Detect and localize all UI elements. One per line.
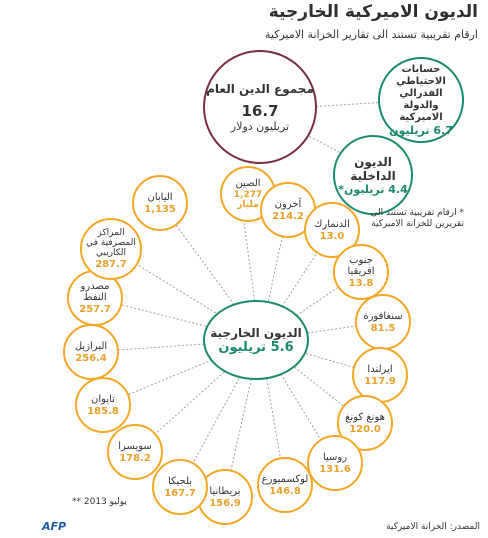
holder-others: آخرون 214.2 [260, 182, 316, 238]
public-debt-unit: تريليون دولار [230, 119, 290, 133]
holder-britain: بريطانيا 156.9 [197, 469, 253, 525]
public-debt-label: مجموع الدين العام [206, 81, 314, 96]
holder-caribbean-banking: المراكز المصرفية في الكاريبي 287.7 [80, 218, 142, 280]
federal-reserve-label: حسابات الاحتياطي الفدرالي والدولة الاميركية [396, 63, 446, 123]
page-subtitle: ارقام تقريبية تستند الى تقارير الخزانة الاميركية [264, 28, 478, 41]
source-note: المصدر: الخزانة الاميركية [386, 522, 480, 532]
domestic-debt-circle [333, 135, 413, 215]
holder-brazil: البرازيل 256.4 [63, 324, 119, 380]
agency-logo: AFP [42, 520, 67, 533]
holder-russia: روسيا 131.6 [307, 435, 363, 491]
public-debt-value: 16.7 [241, 101, 279, 120]
federal-reserve-value: 6.7 تريليون [389, 123, 453, 137]
footnote: * ارقام تقريبية تستند الى تقريرين للخزانة الاميركية [370, 208, 464, 229]
holder-taiwan: تايوان 185.8 [75, 377, 131, 433]
holder-china: الصين 1,277 مليار [220, 166, 276, 222]
holder-hong-kong: هونغ كونغ 120.0 [337, 395, 393, 451]
holder-switzerland: سويسرا 178.2 [107, 424, 163, 480]
page-title: الديون الاميركية الخارجية [268, 2, 478, 22]
holder-south-africa: جنوب افريقيا 13.8 [333, 244, 389, 300]
holder-singapore: سنغافورة 81.5 [355, 294, 411, 350]
holder-denmark: الدنمارك 13.0 [304, 202, 360, 258]
holder-luxembourg: لوكسمبورغ 146.8 [257, 457, 313, 513]
domestic-debt-label: الديون الداخلية [350, 154, 396, 183]
holder-belgium: بلجيكا 167.7 [152, 459, 208, 515]
holder-oil-exporters: مصدرو النفط 257.7 [67, 270, 123, 326]
federal-reserve-circle [378, 57, 464, 143]
holder-japan: اليابان 1,135 [132, 175, 188, 231]
date-note: ** يوليو 2013 [72, 497, 127, 507]
foreign-debt-value: 5.6 تريليون [218, 339, 294, 355]
foreign-debt-label: الديون الخارجية [210, 325, 302, 340]
holder-ireland: ايرلندا 117.9 [352, 347, 408, 403]
domestic-debt-value: 4.4 تريليون* [338, 182, 408, 196]
foreign-debt-circle [203, 300, 309, 380]
public-debt-circle [203, 50, 317, 164]
